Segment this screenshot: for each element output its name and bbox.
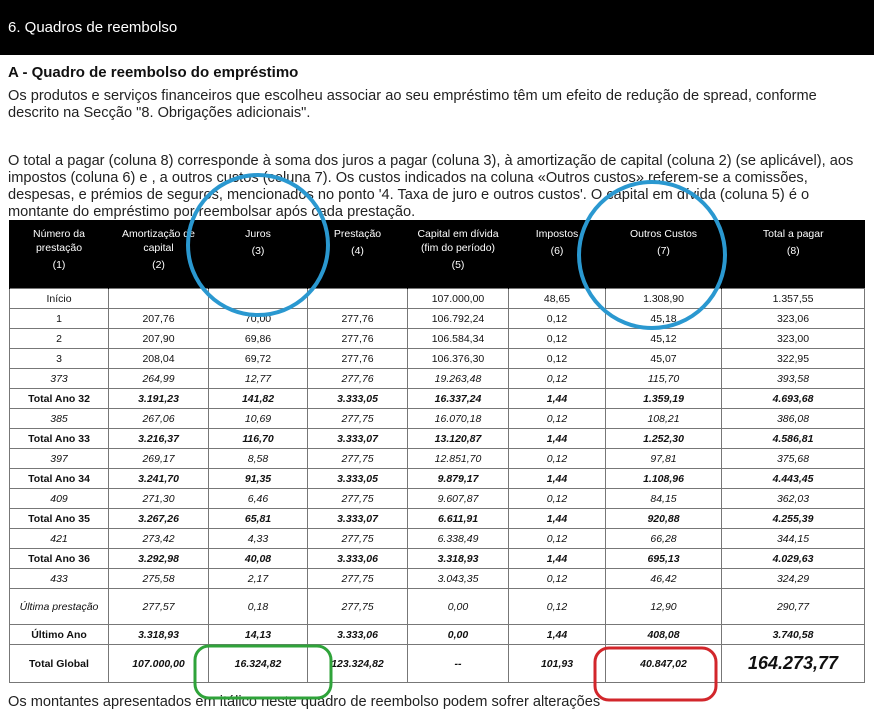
- table-cell: 107.000,00: [408, 289, 509, 309]
- table-header-row: [10, 220, 865, 289]
- table-cell: 0,12: [509, 529, 606, 549]
- table-row: [10, 469, 865, 489]
- table-cell: 3.241,70: [109, 469, 209, 489]
- table-cell: 10,69: [209, 409, 308, 429]
- table-cell: 6.338,49: [408, 529, 509, 549]
- table-row: [10, 489, 865, 509]
- table-cell: 4.255,39: [722, 509, 865, 529]
- table-cell: 3.216,37: [109, 429, 209, 449]
- table-cell: 9.879,17: [408, 469, 509, 489]
- table-cell: 273,42: [109, 529, 209, 549]
- column-header-label: Total a pagar: [762, 228, 824, 240]
- table-cell: 9.607,87: [408, 489, 509, 509]
- table-cell: 393,58: [722, 369, 865, 389]
- explanation-paragraph: O total a pagar (coluna 8) corresponde à soma dos juros a pagar (coluna 3), à amortização de capital (coluna 2) (se aplicável), aos impostos (coluna 6) e , a outros custos (coluna 7). Os custos indicados na coluna «Outros custos» referem-se a comissões, despesas, e prémios de seguros, mencionados no ponto '4. Taxa de juro e outros custos'. O capital em dívida (coluna 5) é o montante do empréstimo por reembolsar após cada prestação.: [8, 153, 854, 220]
- table-cell: 65,81: [209, 509, 308, 529]
- table-cell: 1,44: [509, 469, 606, 489]
- column-header-number: (1): [52, 259, 66, 271]
- table-cell: 277,76: [308, 309, 408, 329]
- table-cell: 91,35: [209, 469, 308, 489]
- table-cell: 40.847,02: [606, 645, 722, 683]
- table-cell: 397: [10, 449, 109, 469]
- table-cell: 66,28: [606, 529, 722, 549]
- table-cell: 70,00: [209, 309, 308, 329]
- table-cell: 3.191,23: [109, 389, 209, 409]
- table-cell: 207,76: [109, 309, 209, 329]
- table-cell: 322,95: [722, 349, 865, 369]
- table-cell: 3.267,26: [109, 509, 209, 529]
- column-header-5: [408, 220, 509, 289]
- table-cell: 106.376,30: [408, 349, 509, 369]
- table-cell: 0,00: [408, 625, 509, 645]
- column-header-label: Juros: [245, 228, 271, 240]
- table-cell: 0,12: [509, 489, 606, 509]
- column-header-number: (3): [251, 245, 265, 257]
- table-row: [10, 309, 865, 329]
- column-header-label: Capital em dívida (fim do período): [417, 228, 499, 254]
- table-cell: 6.611,91: [408, 509, 509, 529]
- column-header-number: (6): [550, 245, 564, 257]
- table-cell: Total Ano 34: [10, 469, 109, 489]
- column-header-6: [509, 220, 606, 289]
- table-row: [10, 349, 865, 369]
- table-cell: 4.029,63: [722, 549, 865, 569]
- table-cell: 0,12: [509, 349, 606, 369]
- table-cell: --: [408, 645, 509, 683]
- table-cell: 3.333,05: [308, 469, 408, 489]
- table-cell: 4.693,68: [722, 389, 865, 409]
- table-cell: 16.337,24: [408, 389, 509, 409]
- subsection-title: A - Quadro de reembolso do empréstimo: [8, 64, 299, 81]
- table-cell: 164.273,77: [722, 645, 865, 683]
- table-cell: 0,12: [509, 409, 606, 429]
- table-cell: 107.000,00: [109, 645, 209, 683]
- table-cell: 106.792,24: [408, 309, 509, 329]
- column-header-number: (7): [657, 245, 670, 257]
- table-row: [10, 529, 865, 549]
- table-cell: 0,12: [509, 449, 606, 469]
- column-header-label: Outros Custos: [629, 228, 698, 240]
- table-cell: 695,13: [606, 549, 722, 569]
- table-cell: 106.584,34: [408, 329, 509, 349]
- table-cell: 3: [10, 349, 109, 369]
- table-cell: 277,75: [308, 589, 408, 625]
- table-cell: 14,13: [209, 625, 308, 645]
- table-cell: 12,90: [606, 589, 722, 625]
- table-cell: 324,29: [722, 569, 865, 589]
- table-row: [10, 289, 865, 309]
- table-cell: 373: [10, 369, 109, 389]
- table-cell: Total Ano 32: [10, 389, 109, 409]
- table-cell: 0,12: [509, 589, 606, 625]
- table-cell: 141,82: [209, 389, 308, 409]
- column-header-1: [10, 220, 109, 289]
- section-header-bar: [0, 0, 874, 55]
- table-cell: 264,99: [109, 369, 209, 389]
- table-cell: 375,68: [722, 449, 865, 469]
- footer-note: Os montantes apresentados em itálico neste quadro de reembolso podem sofrer alterações: [8, 694, 601, 710]
- table-cell: Início: [10, 289, 109, 309]
- table-cell: 409: [10, 489, 109, 509]
- table-cell: 271,30: [109, 489, 209, 509]
- repayment-table: [9, 220, 865, 683]
- table-cell: 69,86: [209, 329, 308, 349]
- column-header-number: (4): [351, 245, 364, 257]
- table-cell: 267,06: [109, 409, 209, 429]
- column-header-label: Impostos: [535, 228, 579, 240]
- column-header-7: [606, 220, 722, 289]
- table-cell: 2,17: [209, 569, 308, 589]
- table-row: [10, 509, 865, 529]
- column-header-label: Prestação: [333, 228, 382, 240]
- column-header-8: [722, 220, 865, 289]
- table-cell: [109, 289, 209, 309]
- table-cell: 0,12: [509, 309, 606, 329]
- table-cell: 344,15: [722, 529, 865, 549]
- table-cell: 3.333,06: [308, 549, 408, 569]
- table-cell: 277,75: [308, 529, 408, 549]
- table-cell: 1,44: [509, 625, 606, 645]
- table-cell: 46,42: [606, 569, 722, 589]
- table-cell: 290,77: [722, 589, 865, 625]
- table-cell: 108,21: [606, 409, 722, 429]
- table-cell: 3.043,35: [408, 569, 509, 589]
- table-cell: 101,93: [509, 645, 606, 683]
- table-cell: 2: [10, 329, 109, 349]
- table-row: [10, 625, 865, 645]
- table-cell: 0,12: [509, 569, 606, 589]
- table-cell: 12.851,70: [408, 449, 509, 469]
- table-cell: 1,44: [509, 509, 606, 529]
- table-cell: 123.324,82: [308, 645, 408, 683]
- table-cell: 1.308,90: [606, 289, 722, 309]
- table-cell: 323,00: [722, 329, 865, 349]
- table-cell: 0,12: [509, 369, 606, 389]
- table-cell: 0,18: [209, 589, 308, 625]
- table-cell: 13.120,87: [408, 429, 509, 449]
- table-cell: Última prestação: [10, 589, 109, 625]
- intro-paragraph: Os produtos e serviços financeiros que escolheu associar ao seu empréstimo têm um efeito de redução de spread, conforme descrito na Secção "8. Obrigações adicionais".: [8, 88, 817, 121]
- table-cell: 4.586,81: [722, 429, 865, 449]
- table-cell: 12,77: [209, 369, 308, 389]
- table-cell: 277,76: [308, 369, 408, 389]
- column-header-number: (2): [152, 259, 165, 271]
- table-cell: 277,75: [308, 489, 408, 509]
- table-cell: 3.740,58: [722, 625, 865, 645]
- table-body: [10, 289, 865, 683]
- table-cell: 385: [10, 409, 109, 429]
- table-cell: 386,08: [722, 409, 865, 429]
- table-cell: 208,04: [109, 349, 209, 369]
- table-row: [10, 329, 865, 349]
- table-cell: 6,46: [209, 489, 308, 509]
- table-cell: 1.108,96: [606, 469, 722, 489]
- table-cell: 0,12: [509, 329, 606, 349]
- table-cell: 1,44: [509, 389, 606, 409]
- table-cell: 275,58: [109, 569, 209, 589]
- table-row: [10, 429, 865, 449]
- column-header-number: (5): [451, 259, 465, 271]
- table-cell: 45,12: [606, 329, 722, 349]
- table-row: [10, 569, 865, 589]
- table-cell: Total Ano 36: [10, 549, 109, 569]
- column-header-3: [209, 220, 308, 289]
- table-cell: 1,44: [509, 429, 606, 449]
- table-cell: 408,08: [606, 625, 722, 645]
- table-cell: 45,18: [606, 309, 722, 329]
- table-cell: 45,07: [606, 349, 722, 369]
- table-row: [10, 449, 865, 469]
- table-cell: [209, 289, 308, 309]
- table-cell: Total Ano 33: [10, 429, 109, 449]
- table-cell: 40,08: [209, 549, 308, 569]
- table-cell: 19.263,48: [408, 369, 509, 389]
- table-row: [10, 389, 865, 409]
- table-cell: 4.443,45: [722, 469, 865, 489]
- table-cell: 48,65: [509, 289, 606, 309]
- table-cell: 207,90: [109, 329, 209, 349]
- table-cell: 362,03: [722, 489, 865, 509]
- column-header-4: [308, 220, 408, 289]
- table-cell: 277,57: [109, 589, 209, 625]
- table-cell: 69,72: [209, 349, 308, 369]
- table-cell: 3.333,05: [308, 389, 408, 409]
- table-cell: 1,44: [509, 549, 606, 569]
- table-cell: 323,06: [722, 309, 865, 329]
- table-cell: 920,88: [606, 509, 722, 529]
- table-row: [10, 549, 865, 569]
- table-cell: 3.292,98: [109, 549, 209, 569]
- column-header-label: Número da prestação: [33, 228, 85, 254]
- table-cell: 97,81: [606, 449, 722, 469]
- column-header-number: (8): [786, 245, 800, 257]
- table-cell: 1.252,30: [606, 429, 722, 449]
- table-cell: 433: [10, 569, 109, 589]
- table-row: [10, 645, 865, 683]
- table-cell: Total Ano 35: [10, 509, 109, 529]
- table-cell: 277,76: [308, 349, 408, 369]
- table-cell: 16.324,82: [209, 645, 308, 683]
- table-row: [10, 409, 865, 429]
- table-cell: 115,70: [606, 369, 722, 389]
- table-cell: 269,17: [109, 449, 209, 469]
- table-cell: [308, 289, 408, 309]
- table-cell: 1: [10, 309, 109, 329]
- table-cell: 4,33: [209, 529, 308, 549]
- section-header-title: 6. Quadros de reembolso: [8, 19, 178, 36]
- table-cell: 3.333,07: [308, 509, 408, 529]
- table-cell: 116,70: [209, 429, 308, 449]
- table-cell: 0,00: [408, 589, 509, 625]
- table-row: [10, 589, 865, 625]
- table-cell: 277,75: [308, 409, 408, 429]
- table-cell: 3.318,93: [408, 549, 509, 569]
- table-cell: 8,58: [209, 449, 308, 469]
- table-cell: 277,76: [308, 329, 408, 349]
- table-cell: 277,75: [308, 449, 408, 469]
- column-header-label: Amortização de capital: [122, 228, 195, 254]
- table-cell: 421: [10, 529, 109, 549]
- table-cell: 84,15: [606, 489, 722, 509]
- table-cell: Último Ano: [10, 625, 109, 645]
- table-cell: 3.333,07: [308, 429, 408, 449]
- table-cell: Total Global: [10, 645, 109, 683]
- column-header-2: [109, 220, 209, 289]
- table-cell: 3.318,93: [109, 625, 209, 645]
- table-cell: 277,75: [308, 569, 408, 589]
- table-cell: 1.359,19: [606, 389, 722, 409]
- table-cell: 3.333,06: [308, 625, 408, 645]
- table-cell: 1.357,55: [722, 289, 865, 309]
- table-cell: 16.070,18: [408, 409, 509, 429]
- table-row: [10, 369, 865, 389]
